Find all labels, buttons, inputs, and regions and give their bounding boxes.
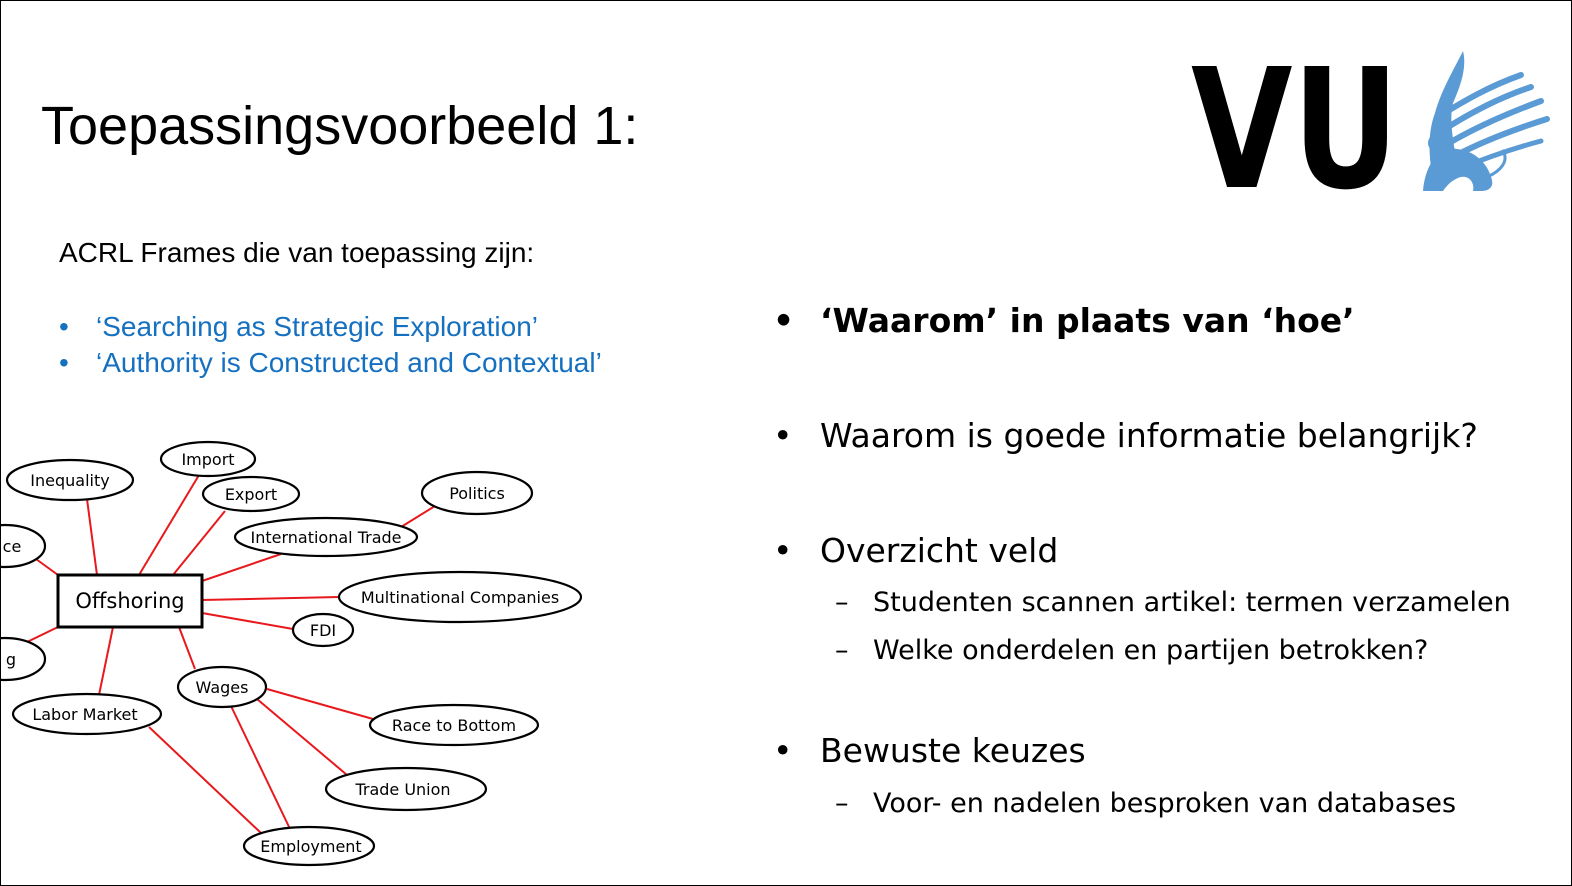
bullet-icon: • bbox=[59, 311, 69, 342]
bullet-icon: • bbox=[59, 347, 69, 378]
sub-point-item bbox=[773, 633, 1428, 669]
edge-employment-labor bbox=[149, 727, 261, 833]
label-employment: Employment bbox=[260, 837, 362, 856]
edge-labor-market bbox=[99, 627, 113, 695]
bullet-icon: • bbox=[773, 731, 793, 770]
edge-wages bbox=[179, 627, 195, 669]
label-fdi: FDI bbox=[309, 621, 337, 640]
edge-partial-bottom bbox=[25, 627, 58, 643]
label-partial-top: ce bbox=[2, 537, 22, 556]
edge-trade-union bbox=[257, 699, 347, 775]
point-text: Overzicht veld bbox=[820, 531, 1059, 570]
edge-import bbox=[139, 475, 199, 575]
point-item bbox=[773, 299, 1355, 343]
label-partial-bottom: g bbox=[5, 650, 17, 669]
label-politics: Politics bbox=[449, 484, 505, 503]
point-item bbox=[773, 529, 1058, 573]
sub-point-item bbox=[773, 786, 1456, 822]
edge-export bbox=[173, 511, 225, 575]
label-labor-market: Labor Market bbox=[32, 705, 138, 724]
edge-partial-top bbox=[36, 559, 58, 575]
label-multinational-companies: Multinational Companies bbox=[360, 588, 560, 607]
sub-point-text: Studenten scannen artikel: termen verzamelen bbox=[873, 587, 1511, 618]
dash-icon: – bbox=[835, 788, 849, 819]
sub-point-item bbox=[773, 585, 1511, 621]
bullet-icon: • bbox=[773, 301, 795, 340]
label-wages: Wages bbox=[195, 678, 249, 697]
label-trade-union: Trade Union bbox=[355, 780, 451, 799]
sub-point-text: Voor- en nadelen besproken van databases bbox=[873, 788, 1457, 819]
point-text: Waarom is goede informatie belangrijk? bbox=[820, 416, 1478, 455]
label-inequality: Inequality bbox=[30, 471, 110, 490]
point-text: ‘Waarom’ in plaats van ‘hoe’ bbox=[820, 301, 1355, 340]
sub-point-text: Welke onderdelen en partijen betrokken? bbox=[873, 635, 1429, 666]
frames-list-item-text: ‘Authority is Constructed and Contextual’ bbox=[96, 347, 602, 378]
label-race-to-bottom: Race to Bottom bbox=[391, 716, 517, 735]
offshoring-mind-map bbox=[1, 431, 601, 881]
edge-race-to-bottom bbox=[267, 689, 373, 719]
dash-icon: – bbox=[835, 635, 849, 666]
frames-list-item bbox=[59, 345, 602, 381]
label-export: Export bbox=[224, 485, 278, 504]
key-points bbox=[773, 1, 1563, 885]
edge-inequality bbox=[87, 499, 97, 575]
edge-multinational-companies bbox=[202, 597, 339, 600]
bullet-icon: • bbox=[773, 531, 793, 570]
point-item bbox=[773, 729, 1086, 773]
edge-politics bbox=[401, 506, 435, 527]
edge-international-trade bbox=[202, 554, 281, 581]
frames-list-item bbox=[59, 309, 602, 345]
label-international-trade: International Trade bbox=[250, 528, 402, 547]
slide-title: Toepassingsvoorbeeld 1: bbox=[41, 96, 639, 156]
label-import: Import bbox=[181, 450, 235, 469]
point-text: Bewuste keuzes bbox=[820, 731, 1086, 770]
frames-list bbox=[59, 309, 602, 381]
frames-list-item-text: ‘Searching as Strategic Exploration’ bbox=[96, 311, 539, 342]
vu-logo-text: VU bbox=[1191, 45, 1399, 195]
dash-icon: – bbox=[835, 587, 849, 618]
frames-heading: ACRL Frames die van toepassing zijn: bbox=[59, 237, 535, 268]
point-item bbox=[773, 414, 1478, 458]
bullet-icon: • bbox=[773, 416, 793, 455]
label-offshoring: Offshoring bbox=[75, 589, 185, 613]
edge-fdi bbox=[202, 613, 293, 629]
